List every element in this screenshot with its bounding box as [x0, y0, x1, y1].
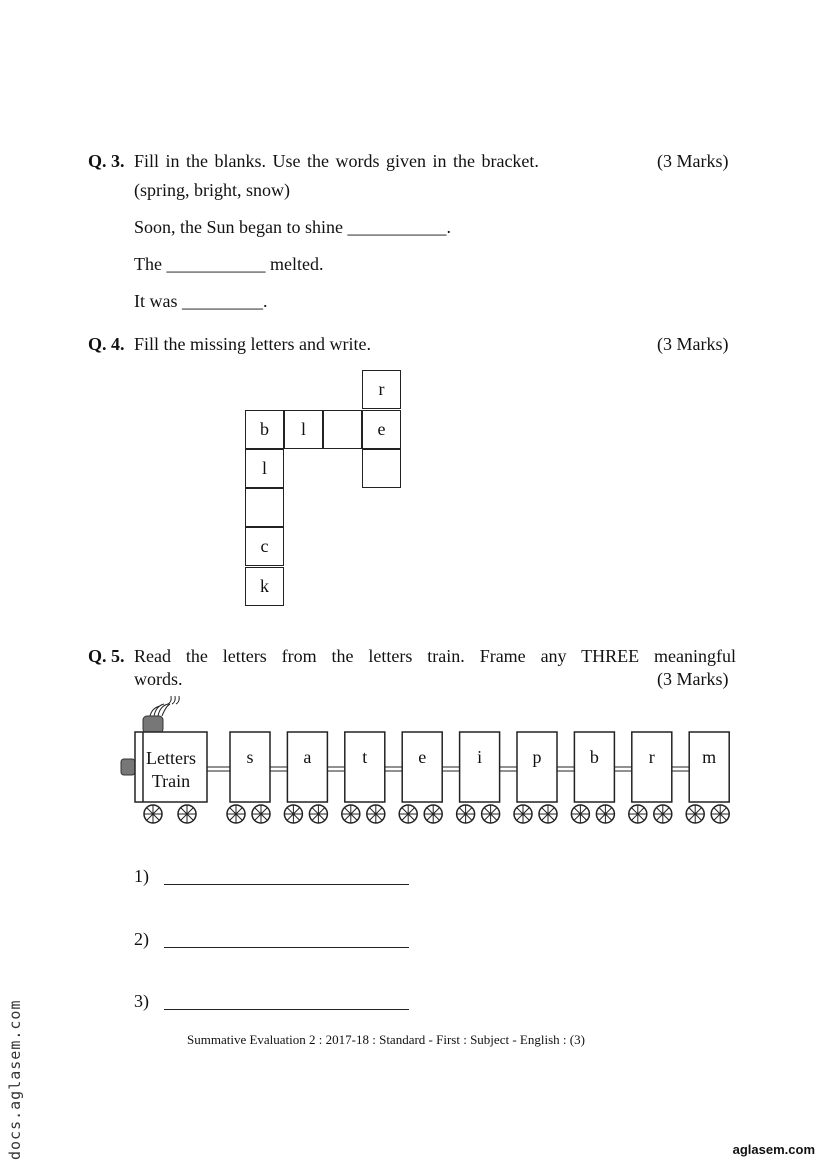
train-car-letter: i: [477, 747, 483, 767]
brand-link[interactable]: aglasem.com: [732, 1142, 815, 1157]
grid-cell: b: [245, 410, 284, 449]
q3-sentence-2: The ___________ melted.: [134, 254, 324, 274]
train-car: [632, 732, 672, 802]
grid-cell: r: [362, 370, 401, 409]
train-car-letter: b: [589, 747, 599, 767]
train-car: [287, 732, 327, 802]
grid-cell: l: [245, 449, 284, 488]
q5-instruction: Read the letters from the letters train. Frame any THREE meaningful: [134, 646, 736, 666]
answer-2-label: 2): [134, 929, 149, 949]
smoke-icon: [150, 696, 179, 716]
q3-word-bank: (spring, bright, snow): [134, 180, 290, 200]
engine-label: [134, 747, 208, 793]
q5-number: Q. 5.: [88, 646, 125, 666]
q3-sentence-1: Soon, the Sun began to shine ___________.: [134, 217, 451, 237]
train-car: [689, 732, 729, 802]
grid-cell: k: [245, 567, 284, 606]
q3-number: Q. 3.: [88, 151, 125, 171]
train-car: [517, 732, 557, 802]
train-car-letter: p: [532, 747, 542, 767]
q3-marks: (3 Marks): [657, 151, 729, 171]
train-car-letter: a: [303, 747, 312, 767]
watermark: docs.aglasem.com: [6, 999, 24, 1160]
train-car: [345, 732, 385, 802]
q4-marks: (3 Marks): [657, 334, 729, 354]
buffer: [121, 759, 135, 775]
chimney: [143, 716, 163, 733]
q4-instruction: Fill the missing letters and write.: [134, 334, 371, 354]
train-car-letter: s: [246, 747, 254, 767]
train-car: [574, 732, 614, 802]
train-car-letter: m: [702, 747, 717, 767]
q5-instruction-cont: words.: [134, 669, 183, 689]
engine-label-2: Train: [151, 771, 191, 791]
q3-sentence-3: It was _________.: [134, 291, 268, 311]
answer-1-label: 1): [134, 866, 149, 886]
answer-1-line: [164, 884, 409, 885]
answer-3-line: [164, 1009, 409, 1010]
train-car-letter: e: [418, 747, 427, 767]
train-car: [402, 732, 442, 802]
answer-2-line: [164, 947, 409, 948]
page-footer: Summative Evaluation 2 : 2017-18 : Standard - First : Subject - English : (3): [187, 1032, 585, 1047]
q3-instruction: Fill in the blanks. Use the words given in the bracket.: [134, 151, 539, 171]
q4-number: Q. 4.: [88, 334, 125, 354]
answer-3-label: 3): [134, 991, 149, 1011]
grid-cell: l: [284, 410, 323, 449]
train-car-letter: r: [648, 747, 655, 767]
engine-label-1: Letters: [146, 748, 196, 768]
grid-cell: e: [362, 410, 401, 449]
grid-cell: c: [245, 527, 284, 566]
train-car: [460, 732, 500, 802]
train-car-letter: t: [362, 747, 368, 767]
train-car: [230, 732, 270, 802]
q5-marks: (3 Marks): [657, 669, 729, 689]
